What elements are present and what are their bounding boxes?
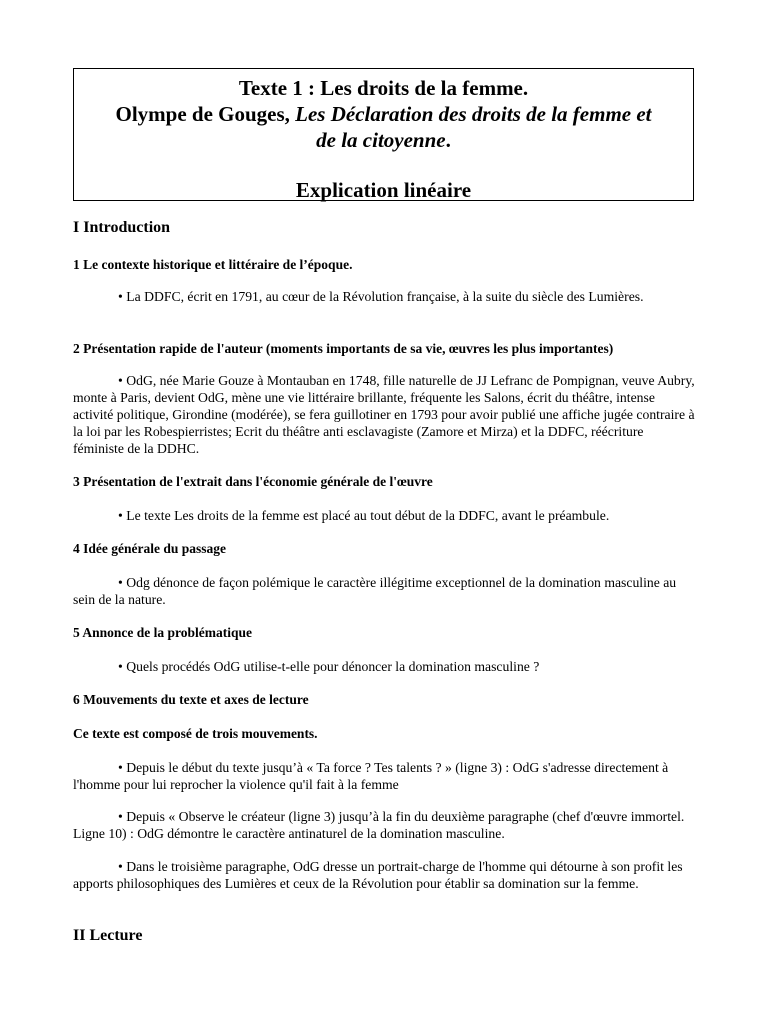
paragraph-movement-1: • Depuis le début du texte jusqu’à « Ta force ? Tes talents ? » (ligne 3) : OdG s'adresse directement à l'homme pour lui reprocher la violence qu'il fait à la femme — [73, 760, 669, 792]
title-work-part-2: de la citoyenne — [316, 128, 446, 152]
heading-section-6: 6 Mouvements du texte et axes de lecture — [73, 692, 309, 707]
paragraph-movement-2: • Depuis « Observe le créateur (ligne 3) jusqu’à la fin du deuxième paragraphe (chef d'œuvre immortel. Ligne 10) : OdG démontre le caractère antinaturel de la domination masculine. — [73, 809, 685, 841]
paragraph-movement-3: • Dans le troisième paragraphe, OdG dresse un portrait-charge de l'homme qui détourne à son profit les apports philosophiques des Lumières et ceux de la Révolution pour établir sa domination sur la femme. — [73, 859, 683, 891]
paragraph-section-4: • Odg dénonce de façon polémique le caractère illégitime exceptionnel de la domination masculine au sein de la nature. — [73, 575, 677, 607]
paragraph-section-1: • La DDFC, écrit en 1791, au cœur de la Révolution française, à la suite du siècle des Lumières. — [118, 289, 644, 304]
title-line-1: Texte 1 : Les droits de la femme. — [238, 76, 529, 100]
title-period: . — [445, 128, 451, 152]
heading-section-2: 2 Présentation rapide de l'auteur (moments importants de sa vie, œuvres les plus importantes) — [73, 341, 614, 356]
title-line-3 — [74, 127, 693, 153]
title-spacer — [74, 153, 693, 177]
title-author: Olympe de Gouges, — [115, 102, 296, 126]
heading-section-5: 5 Annonce de la problématique — [73, 625, 253, 640]
paragraph-section-5: • Quels procédés OdG utilise-t-elle pour dénoncer la domination masculine ? — [118, 659, 540, 674]
heading-section-1: 1 Le contexte historique et littéraire de l’époque. — [73, 257, 353, 272]
paragraph-section-3: • Le texte Les droits de la femme est placé au tout début de la DDFC, avant le préambule. — [118, 508, 610, 523]
heading-section-4: 4 Idée générale du passage — [73, 541, 226, 556]
document-page — [73, 68, 696, 944]
subheading-movements: Ce texte est composé de trois mouvements. — [73, 726, 318, 741]
title-subtitle: Explication linéaire — [295, 178, 472, 202]
heading-lecture: II Lecture — [73, 927, 143, 944]
heading-section-3: 3 Présentation de l'extrait dans l'économie générale de l'œuvre — [73, 474, 433, 489]
title-work-part-1: Les Déclaration des droits de la femme et — [295, 102, 652, 126]
title-box — [73, 68, 694, 201]
heading-introduction: I Introduction — [73, 219, 171, 236]
paragraph-section-2: • OdG, née Marie Gouze à Montauban en 1748, fille naturelle de JJ Lefranc de Pompignan, veuve Aubry, monte à Paris, devient OdG, mène une vie littéraire brillante, fréquente les Salons, écrit du théâtre, intense activité politique, Girondine (modérée), se fera guillotiner en 1793 pour avoir publié une affiche jugée contraire à la loi par les Robespierristes; Ecrit du théâtre anti esclavagiste (Zamore et Mirza) et la DDFC, réécriture féministe de la DDHC. — [73, 373, 695, 456]
title-line-2 — [74, 101, 693, 127]
